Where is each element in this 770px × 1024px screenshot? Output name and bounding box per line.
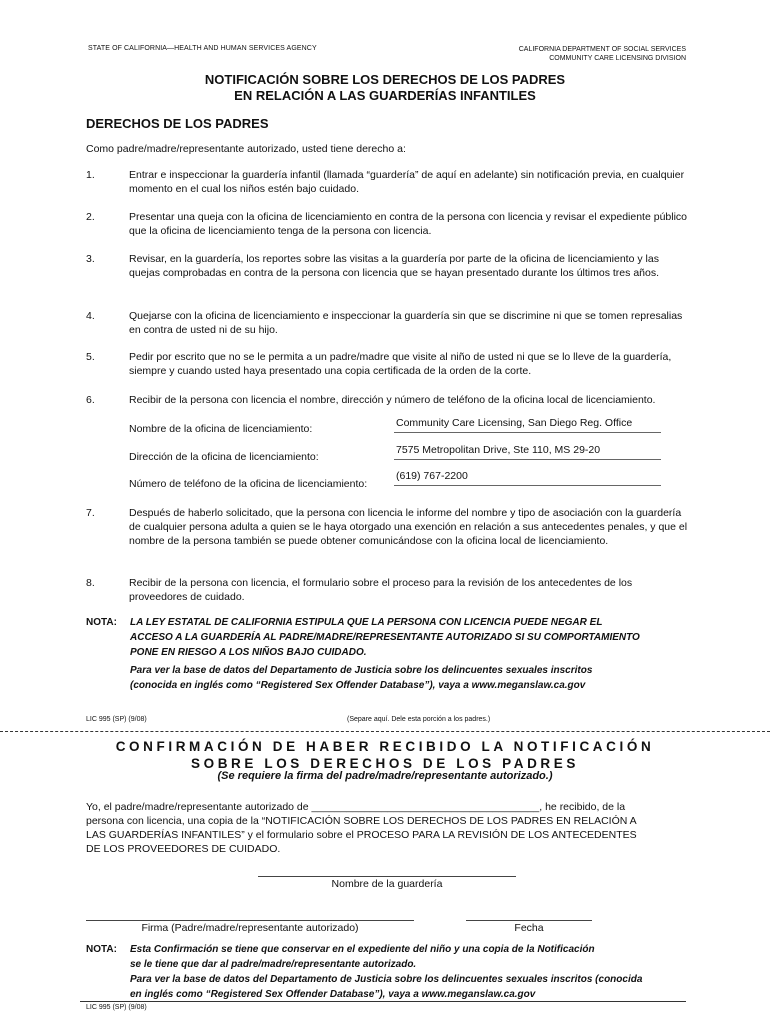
rights-item-7: [86, 506, 690, 548]
statement-line: persona con licencia, una copia de la “NOTIFICACIÓN SOBRE LOS DERECHOS DE LOS PADRES EN RELACIÓN A: [86, 815, 637, 827]
note-line: Para ver la base de datos del Departamento de Justicia sobre los delincuentes sexuales inscritos: [130, 665, 593, 676]
confirmation-statement: [86, 800, 692, 856]
agency-header: STATE OF CALIFORNIA—HEALTH AND HUMAN SERVICES AGENCY: [88, 45, 317, 52]
statement-line: Yo, el padre/madre/representante autorizado de _______________________________________, he recibido, de la: [86, 801, 626, 813]
rights-item-4: [86, 309, 690, 337]
rights-heading: DERECHOS DE LOS PADRES: [86, 116, 269, 131]
statement-line: DE LOS PROVEEDORES DE CUIDADO.: [86, 843, 281, 855]
date-caption: Fecha: [514, 922, 544, 934]
rights-item-1: [86, 168, 690, 196]
note-line: ACCESO A LA GUARDERÍA AL PADRE/MADRE/REPRESENTANTE AUTORIZADO SI SU COMPORTAMIENTO: [130, 632, 640, 643]
item-number: 4.: [86, 310, 95, 322]
item-number: 2.: [86, 211, 95, 223]
facility-name-caption: Nombre de la guardería: [331, 878, 443, 890]
rights-item-5: [86, 350, 690, 378]
rights-item-3: [86, 252, 690, 280]
item-number: 6.: [86, 394, 95, 406]
item-number: 1.: [86, 169, 95, 181]
item-number: 7.: [86, 507, 95, 519]
note-line: PONE EN RIESGO A LOS NIÑOS BAJO CUIDADO.: [130, 647, 367, 658]
date-line[interactable]: [466, 920, 592, 921]
note-label: NOTA:: [86, 944, 117, 955]
note-line: Esta Confirmación se tiene que conservar en el expediente del niño y una copia de la Notificación: [130, 944, 595, 955]
rights-intro: Como padre/madre/representante autorizado, usted tiene derecho a:: [86, 143, 406, 155]
confirmation-subtitle: (Se requiere la firma del padre/madre/representante autorizado.): [217, 770, 553, 782]
office-phone-field[interactable]: (619) 767-2200: [394, 470, 661, 486]
department-name: CALIFORNIA DEPARTMENT OF SOCIAL SERVICES: [518, 46, 686, 53]
title-line-1: NOTIFICACIÓN SOBRE LOS DERECHOS DE LOS PADRES: [204, 72, 566, 87]
item-text: Quejarse con la oficina de licenciamiento e inspeccionar la guardería sin que se discrimine ni que se tomen represalias en contra de usted ni de su hijo.: [129, 310, 683, 336]
note-line: en inglés como “Registered Sex Offender Database”), vaya a www.meganslaw.ca.gov: [130, 989, 536, 1000]
signature-caption: Firma (Padre/madre/representante autorizado): [141, 922, 359, 934]
item-text: Presentar una queja con la oficina de licenciamiento en contra de la persona con licencia y revisar el expediente público que la oficina de licenciamiento tenga de la persona con licencia.: [129, 211, 688, 237]
confirmation-title-line-1: CONFIRMACIÓN DE HABER RECIBIDO LA NOTIFICACIÓN: [115, 739, 655, 754]
note-body: [130, 942, 692, 1002]
bottom-rule: [80, 1001, 686, 1002]
document-title: [0, 72, 770, 104]
signature-line[interactable]: [86, 920, 414, 921]
item-text: Recibir de la persona con licencia, el formulario sobre el proceso para la revisión de los antecedentes de los proveedores de cuidado.: [129, 577, 633, 603]
item-number: 3.: [86, 253, 95, 265]
form-code-top: LIC 995 (SP) (9/08): [86, 716, 147, 723]
department-header: [519, 45, 686, 63]
item-number: 8.: [86, 577, 95, 589]
note-line: (conocida en inglés como “Registered Sex Offender Database”), vaya a www.meganslaw.ca.gov: [130, 680, 586, 691]
item-number: 5.: [86, 351, 95, 363]
office-phone-label: Número de teléfono de la oficina de licenciamiento:: [129, 478, 368, 490]
note-body: [130, 615, 692, 693]
legal-note: [86, 615, 692, 693]
item-text: Entrar e inspeccionar la guardería infantil (llamada “guardería” de aquí en adelante) sin notificación previa, en cualquier momento en el cual los niños estén bajo cuidado.: [129, 169, 685, 195]
confirmation-title: [0, 738, 770, 772]
note-line: se le tiene que dar al padre/madre/representante autorizado.: [130, 959, 417, 970]
form-code-bottom: LIC 995 (SP) (9/08): [86, 1004, 147, 1011]
retention-note: [86, 942, 692, 1002]
rights-item-8: [86, 576, 690, 604]
tear-line: [0, 731, 770, 732]
office-name-field[interactable]: Community Care Licensing, San Diego Reg. Office: [394, 417, 661, 433]
rights-item-6: [86, 393, 690, 407]
facility-name-line[interactable]: [258, 876, 516, 877]
office-name-label: Nombre de la oficina de licenciamiento:: [129, 423, 313, 435]
item-text: Pedir por escrito que no se le permita a un padre/madre que visite al niño de usted ni que se lo lleve de la guardería, siempre y cuando usted haya presentado una copia certificada de la orden de la corte.: [129, 351, 672, 377]
rights-item-2: [86, 210, 690, 238]
division-name: COMMUNITY CARE LICENSING DIVISION: [549, 55, 686, 62]
office-address-label: Dirección de la oficina de licenciamiento:: [129, 451, 319, 463]
confirmation-title-line-2: SOBRE LOS DERECHOS DE LOS PADRES: [191, 756, 579, 771]
office-address-field[interactable]: 7575 Metropolitan Drive, Ste 110, MS 29-20: [394, 444, 661, 460]
item-text: Revisar, en la guardería, los reportes sobre las visitas a la guardería por parte de la oficina de licenciamiento y las quejas comprobadas en contra de la persona con licencia que se hayan presentado durante los últimos tres años.: [129, 253, 659, 279]
note-line: LA LEY ESTATAL DE CALIFORNIA ESTIPULA QUE LA PERSONA CON LICENCIA PUEDE NEGAR EL: [130, 617, 603, 628]
note-label: NOTA:: [86, 617, 117, 628]
item-text: Después de haberlo solicitado, que la persona con licencia le informe del nombre y tipo de asociación con la guardería de cualquier persona adulta a quien se le haya otorgado una exención en relación a sus antecedentes penales, y que el nombre de la persona también se puede obtener comunicándose con la oficina local de licenciamiento.: [129, 507, 688, 547]
note-line: Para ver la base de datos del Departamento de Justicia sobre los delincuentes sexuales inscritos (conocida: [130, 974, 643, 985]
tear-off-note: (Separe aquí. Dele esta porción a los padres.): [347, 716, 491, 723]
item-text: Recibir de la persona con licencia el nombre, dirección y número de teléfono de la oficina local de licenciamiento.: [129, 394, 656, 406]
statement-line: LAS GUARDERÍAS INFANTILES” y el formulario sobre el PROCESO PARA LA REVISIÓN DE LOS ANTECEDENTES: [86, 829, 637, 841]
title-line-2: EN RELACIÓN A LAS GUARDERÍAS INFANTILES: [234, 88, 536, 103]
